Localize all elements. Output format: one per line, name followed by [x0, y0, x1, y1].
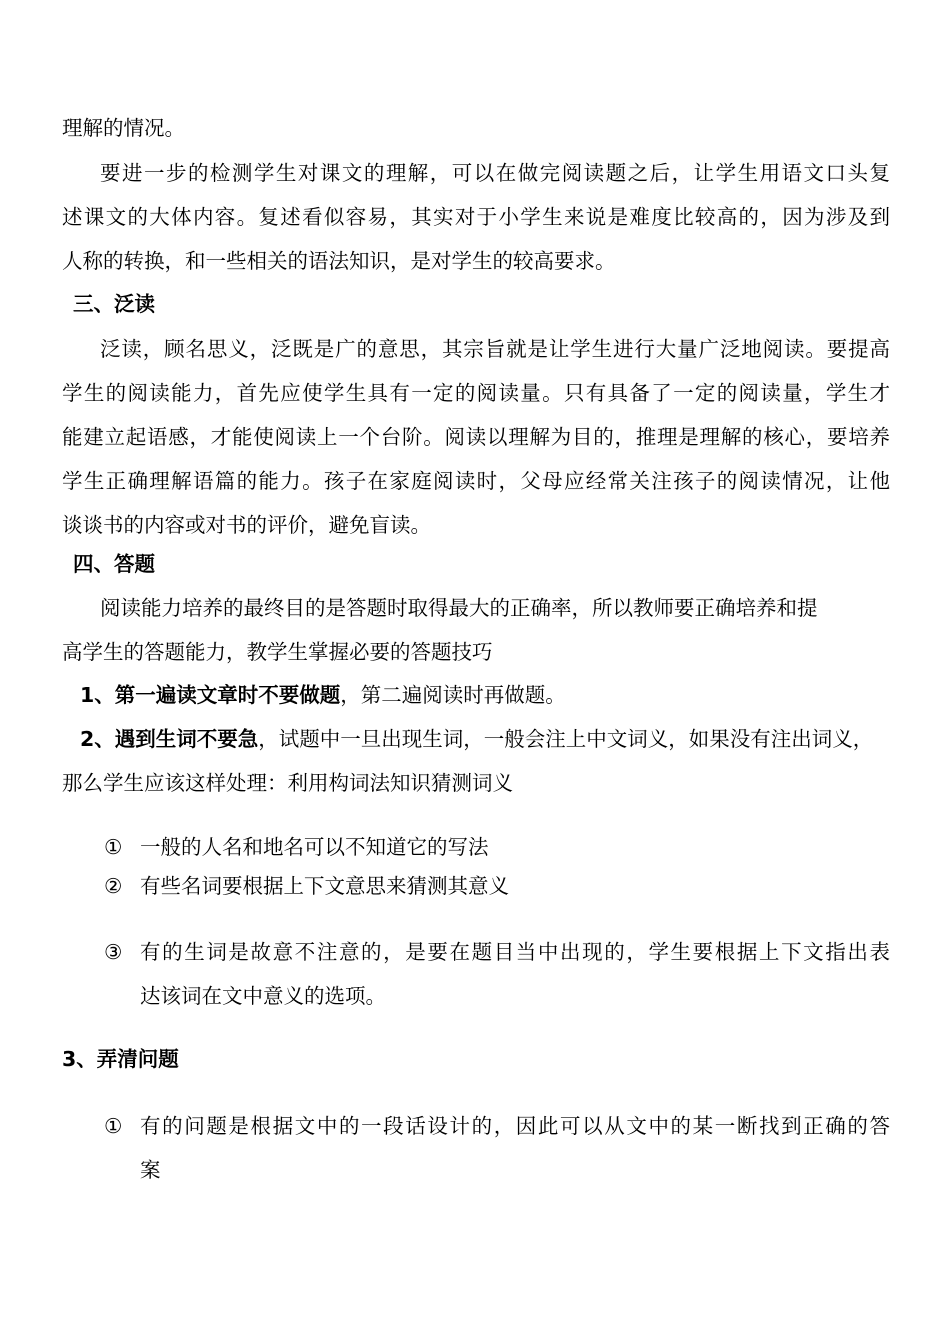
tip-1-bold: 1、第一遍读文章时不要做题 — [80, 683, 341, 707]
paragraph-answering-line-1: 阅读能力培养的最终目的是答题时取得最大的正确率，所以教师要正确培养和提 — [100, 596, 818, 620]
list-a-item-3-cont: 达该词在文中意义的选项。 — [140, 984, 386, 1008]
paragraph-extensive-line-5: 谈谈书的内容或对书的评价，避免盲读。 — [62, 513, 431, 537]
list-a-item-2: 有些名词要根据上下文意思来猜测其意义 — [140, 874, 509, 898]
section-heading-extensive-reading: 三、泛读 — [73, 292, 155, 316]
list-a-item-1: 一般的人名和地名可以不知道它的写法 — [140, 835, 489, 859]
tip-1 — [80, 681, 908, 709]
paragraph-retell-line-1: 要进一步的检测学生对课文的理解，可以在做完阅读题之后，让学生用语文口头复 — [100, 161, 890, 185]
paragraph-intro: 理解的情况。 — [62, 116, 185, 140]
paragraph-answering-line-2: 高学生的答题能力，教学生掌握必要的答题技巧 — [62, 640, 493, 664]
list-a-item-3: 有的生词是故意不注意的，是要在题目当中出现的，学生要根据上下文指出表 — [140, 940, 890, 964]
paragraph-retell-line-3: 人称的转换，和一些相关的语法知识，是对学生的较高要求。 — [62, 249, 616, 273]
list-b-item-1-cont: 案 — [140, 1158, 161, 1182]
tip-1-rest: ，第二遍阅读时再做题。 — [340, 683, 566, 707]
list-b-marker-1: ① — [104, 1114, 123, 1138]
list-a-marker-2: ② — [104, 874, 123, 898]
paragraph-retell-line-2: 述课文的大体内容。复述看似容易，其实对于小学生来说是难度比较高的，因为涉及到 — [62, 205, 890, 229]
list-a-marker-1: ① — [104, 835, 123, 859]
tip-3-heading: 3、弄清问题 — [62, 1047, 179, 1071]
tip-2 — [80, 725, 890, 753]
paragraph-extensive-line-2: 学生的阅读能力，首先应使学生具有一定的阅读量。只有具备了一定的阅读量，学生才 — [62, 381, 890, 405]
paragraph-extensive-line-3: 能建立起语感，才能使阅读上一个台阶。阅读以理解为目的，推理是理解的核心，要培养 — [62, 425, 890, 449]
paragraph-extensive-line-4: 学生正确理解语篇的能力。孩子在家庭阅读时，父母应经常关注孩子的阅读情况，让他 — [62, 469, 890, 493]
list-a-marker-3: ③ — [104, 940, 123, 964]
tip-2-line-2: 那么学生应该这样处理：利用构词法知识猜测词义 — [62, 771, 513, 795]
tip-2-bold: 2、遇到生词不要急 — [80, 727, 259, 751]
tip-2-rest: ，试题中一旦出现生词，一般会注上中文词义，如果没有注出词义， — [258, 727, 874, 751]
section-heading-answering: 四、答题 — [73, 552, 155, 576]
paragraph-extensive-line-1: 泛读，顾名思义，泛既是广的意思，其宗旨就是让学生进行大量广泛地阅读。要提高 — [100, 337, 890, 361]
list-b-item-1: 有的问题是根据文中的一段话设计的，因此可以从文中的某一断找到正确的答 — [140, 1114, 890, 1138]
